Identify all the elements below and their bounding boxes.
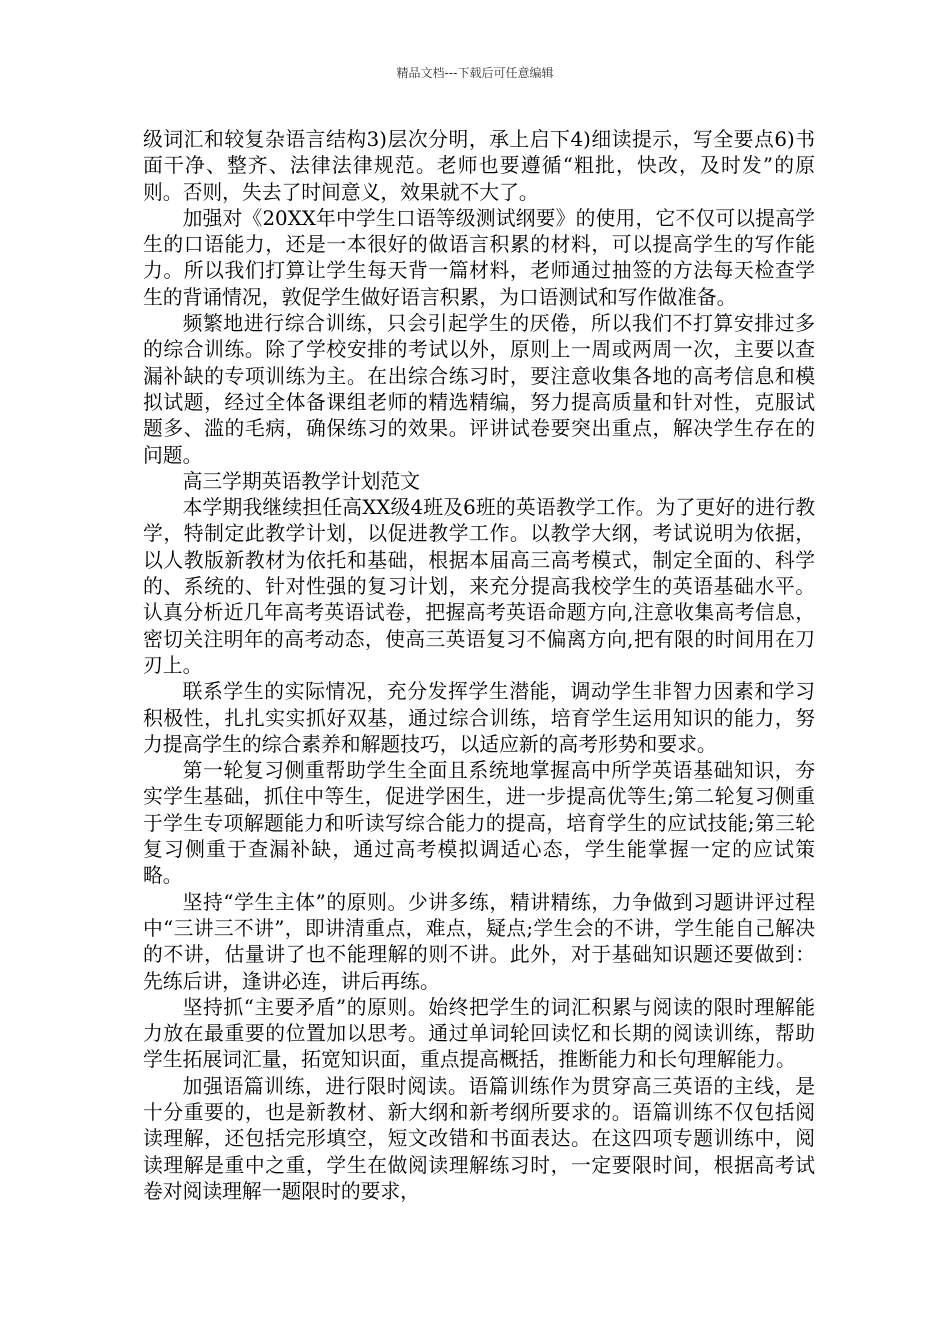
paragraph: 第一轮复习侧重帮助学生全面且系统地掌握高中所学英语基础知识，夯实学生基础，抓住中等生，促进学困生，进一步提高优等生;第二轮复习侧重于学生专项解题能力和听读写综合能力的提高，培育学生的应试技能;第三轮复习侧重于查漏补缺，通过高考模拟调适心态，学生能掌握一定的应试策略。	[143, 759, 815, 888]
section-title: 高三学期英语教学计划范文	[182, 469, 420, 493]
paragraph: 坚持抓“主要矛盾”的原则。始终把学生的词汇积累与阅读的限时理解能力放在最重要的位置加以思考。通过单词轮回读忆和长期的阅读训练，帮助学生拓展词汇量，拓宽知识面，重点提高概括，推断能力和长句理解能力。	[143, 995, 815, 1072]
paragraph: 加强语篇训练，进行限时阅读。语篇训练作为贯穿高三英语的主线，是十分重要的，也是新教材、新大纲和新考纲所要求的。语篇训练不仅包括阅读理解，还包括完形填空，短文改错和书面表达。在这四项专题训练中，阅读理解是重中之重，学生在做阅读理解练习时，一定要限时间，根据高考试卷对阅读理解一题限时的要求，	[143, 1074, 815, 1203]
document-body	[143, 127, 815, 1205]
paragraph: 联系学生的实际情况，充分发挥学生潜能，调动学生非智力因素和学习积极性，扎扎实实抓好双基，通过综合训练，培育学生运用知识的能力，努力提高学生的综合素养和解题技巧，以适应新的高考形势和要求。	[143, 680, 815, 756]
page-header: 精品文档---下载后可任意编辑	[396, 66, 554, 80]
paragraph: 本学期我继续担任高XX级4班及6班的英语教学工作。为了更好的进行教学，特制定此教学计划，以促进教学工作。以教学大纲，考试说明为依据，以人教版新教材为依托和基础，根据本届高三高考模式，制定全面的、科学的、系统的、针对性强的复习计划，来充分提高我校学生的英语基础水平。认真分析近几年高考英语试卷，把握高考英语命题方向,注意收集高考信息，密切关注明年的高考动态，使高三英语复习不偏离方向,把有限的时间用在刀刃上。	[143, 496, 815, 677]
paragraph: 级词汇和较复杂语言结构3)层次分明，承上启下4)细读提示，写全要点6)书面干净、整齐、法律法律规范。老师也要遵循“粗批，快改，及时发”的原则。否则，失去了时间意义，效果就不大了。	[143, 128, 815, 204]
paragraph: 坚持“学生主体”的原则。少讲多练，精讲精练，力争做到习题讲评过程中“三讲三不讲”，即讲清重点，难点，疑点;学生会的不讲，学生能自己解决的不讲，估量讲了也不能理解的则不讲。此外，对于基础知识题还要做到：先练后讲，逢讲必连，讲后再练。	[143, 890, 815, 993]
paragraph: 频繁地进行综合训练，只会引起学生的厌倦，所以我们不打算安排过多的综合训练。除了学校安排的考试以外，原则上一周或两周一次，主要以查漏补缺的专项训练为主。在出综合练习时，要注意收集各地的高考信息和模拟试题，经过全体备课组老师的精选精编，努力提高质量和针对性，克服试题多、滥的毛病，确保练习的效果。评讲试卷要突出重点，解决学生存在的问题。	[143, 312, 815, 467]
paragraph: 加强对《20XX年中学生口语等级测试纲要》的使用，它不仅可以提高学生的口语能力，还是一本很好的做语言积累的材料，可以提高学生的写作能力。所以我们打算让学生每天背一篇材料，老师通过抽签的方法每天检查学生的背诵情况，敦促学生做好语言积累，为口语测试和写作做准备。	[143, 206, 815, 309]
